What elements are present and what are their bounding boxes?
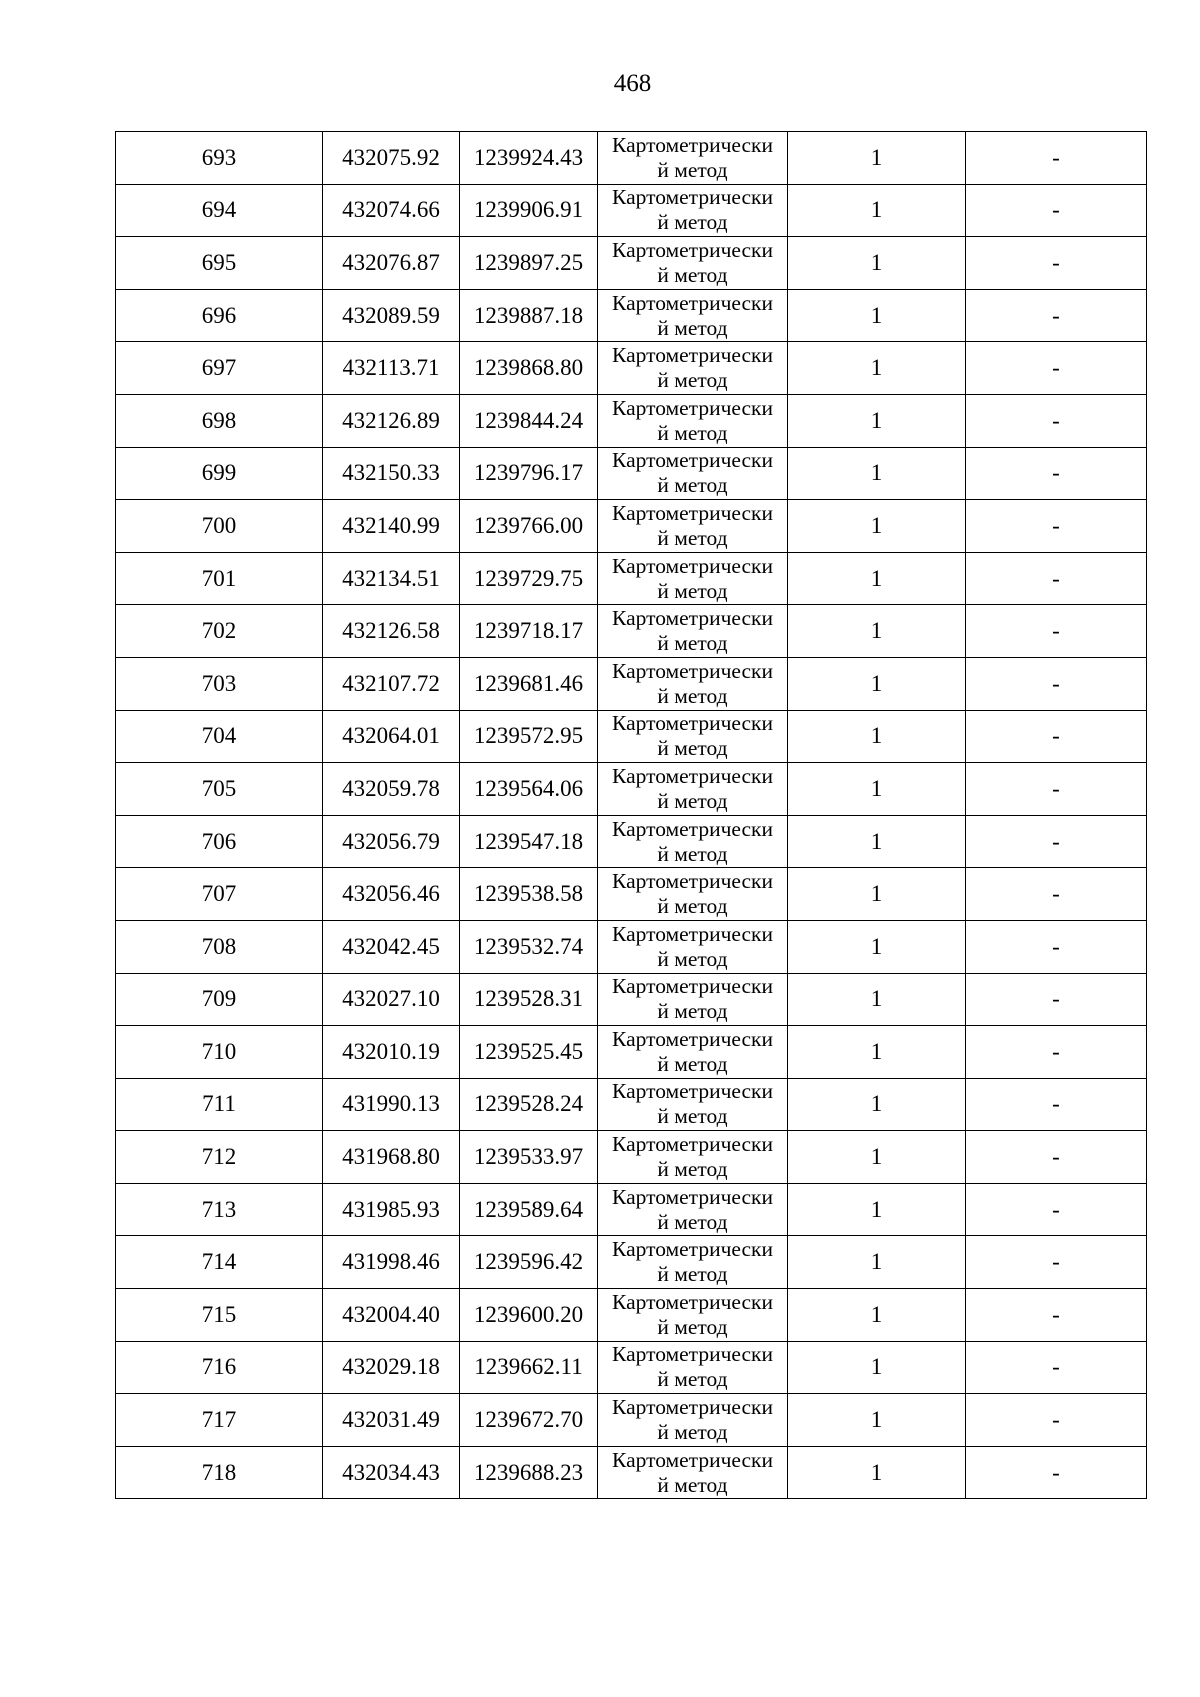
coordinates-table-body [116, 132, 1147, 1499]
method-cell [598, 973, 788, 1026]
note-cell: - [966, 1183, 1147, 1236]
coordinate-x-cell: 432027.10 [323, 973, 460, 1026]
method-line-2: й метод [657, 631, 728, 656]
page-number: 468 [613, 70, 652, 97]
coordinate-y-cell: 1239596.42 [460, 1236, 598, 1289]
method-line-1: Картометрически [612, 395, 773, 420]
note-cell: - [966, 289, 1147, 342]
method-line-1: Картометрически [612, 1447, 773, 1472]
table-row [116, 1236, 1147, 1289]
accuracy-cell: 1 [788, 447, 966, 500]
method-line-1: Картометрически [612, 237, 773, 262]
point-number-cell: 693 [116, 132, 323, 185]
method-cell [598, 394, 788, 447]
coordinate-y-cell: 1239672.70 [460, 1394, 598, 1447]
note-cell: - [966, 1289, 1147, 1342]
note-cell: - [966, 973, 1147, 1026]
accuracy-cell: 1 [788, 1341, 966, 1394]
accuracy-cell: 1 [788, 1183, 966, 1236]
coordinate-y-cell: 1239572.95 [460, 710, 598, 763]
method-line-2: й метод [657, 1209, 728, 1234]
coordinate-x-cell: 432042.45 [323, 920, 460, 973]
coordinate-y-cell: 1239897.25 [460, 237, 598, 290]
coordinate-x-cell: 432107.72 [323, 657, 460, 710]
method-line-2: й метод [657, 1367, 728, 1392]
table-row [116, 1078, 1147, 1131]
method-line-2: й метод [657, 420, 728, 445]
method-line-2: й метод [657, 894, 728, 919]
method-cell [598, 447, 788, 500]
accuracy-cell: 1 [788, 552, 966, 605]
method-line-2: й метод [657, 262, 728, 287]
method-line-2: й метод [657, 683, 728, 708]
coordinate-x-cell: 432113.71 [323, 342, 460, 395]
coordinate-y-cell: 1239589.64 [460, 1183, 598, 1236]
table-row [116, 342, 1147, 395]
coordinate-x-cell: 432029.18 [323, 1341, 460, 1394]
point-number-cell: 713 [116, 1183, 323, 1236]
table-row [116, 1446, 1147, 1499]
point-number-cell: 700 [116, 500, 323, 553]
note-cell: - [966, 710, 1147, 763]
table-row [116, 605, 1147, 658]
method-line-1: Картометрически [612, 763, 773, 788]
table-row [116, 289, 1147, 342]
method-line-2: й метод [657, 473, 728, 498]
method-line-1: Картометрически [612, 921, 773, 946]
method-cell [598, 342, 788, 395]
point-number-cell: 714 [116, 1236, 323, 1289]
table-row [116, 500, 1147, 553]
method-line-2: й метод [657, 1051, 728, 1076]
note-cell: - [966, 552, 1147, 605]
method-line-1: Картометрически [612, 869, 773, 894]
point-number-cell: 712 [116, 1131, 323, 1184]
method-cell [598, 132, 788, 185]
table-row [116, 237, 1147, 290]
method-line-2: й метод [657, 736, 728, 761]
coordinate-x-cell: 432126.58 [323, 605, 460, 658]
point-number-cell: 711 [116, 1078, 323, 1131]
method-cell [598, 920, 788, 973]
accuracy-cell: 1 [788, 920, 966, 973]
method-line-2: й метод [657, 1314, 728, 1339]
coordinate-y-cell: 1239564.06 [460, 763, 598, 816]
method-cell [598, 1183, 788, 1236]
point-number-cell: 710 [116, 1026, 323, 1079]
method-line-1: Картометрически [612, 553, 773, 578]
note-cell: - [966, 868, 1147, 921]
coordinate-y-cell: 1239718.17 [460, 605, 598, 658]
coordinate-y-cell: 1239528.24 [460, 1078, 598, 1131]
method-line-1: Картометрически [612, 1079, 773, 1104]
coordinate-y-cell: 1239681.46 [460, 657, 598, 710]
method-line-1: Картометрически [612, 1395, 773, 1420]
method-line-1: Картометрически [612, 500, 773, 525]
method-line-2: й метод [657, 210, 728, 235]
coordinate-y-cell: 1239924.43 [460, 132, 598, 185]
method-line-1: Картометрически [612, 290, 773, 315]
coordinate-x-cell: 432126.89 [323, 394, 460, 447]
coordinate-x-cell: 431990.13 [323, 1078, 460, 1131]
method-cell [598, 1236, 788, 1289]
coordinate-y-cell: 1239532.74 [460, 920, 598, 973]
point-number-cell: 706 [116, 815, 323, 868]
point-number-cell: 704 [116, 710, 323, 763]
note-cell: - [966, 763, 1147, 816]
note-cell: - [966, 500, 1147, 553]
point-number-cell: 715 [116, 1289, 323, 1342]
coordinates-table [115, 131, 1147, 1499]
method-cell [598, 500, 788, 553]
table-row [116, 1289, 1147, 1342]
method-line-2: й метод [657, 1472, 728, 1497]
method-cell [598, 1026, 788, 1079]
point-number-cell: 707 [116, 868, 323, 921]
coordinate-y-cell: 1239844.24 [460, 394, 598, 447]
coordinate-y-cell: 1239533.97 [460, 1131, 598, 1184]
note-cell: - [966, 1026, 1147, 1079]
accuracy-cell: 1 [788, 342, 966, 395]
method-line-1: Картометрически [612, 606, 773, 631]
note-cell: - [966, 1131, 1147, 1184]
note-cell: - [966, 447, 1147, 500]
method-cell [598, 1078, 788, 1131]
coordinate-y-cell: 1239906.91 [460, 184, 598, 237]
coordinate-y-cell: 1239766.00 [460, 500, 598, 553]
coordinate-x-cell: 431985.93 [323, 1183, 460, 1236]
note-cell: - [966, 1446, 1147, 1499]
note-cell: - [966, 394, 1147, 447]
method-line-1: Картометрически [612, 185, 773, 210]
table-row [116, 1341, 1147, 1394]
note-cell: - [966, 342, 1147, 395]
point-number-cell: 708 [116, 920, 323, 973]
point-number-cell: 709 [116, 973, 323, 1026]
point-number-cell: 703 [116, 657, 323, 710]
coordinate-x-cell: 432004.40 [323, 1289, 460, 1342]
method-line-1: Картометрически [612, 658, 773, 683]
note-cell: - [966, 1236, 1147, 1289]
method-cell [598, 657, 788, 710]
note-cell: - [966, 605, 1147, 658]
method-line-2: й метод [657, 946, 728, 971]
method-line-1: Картометрически [612, 1289, 773, 1314]
coordinate-y-cell: 1239600.20 [460, 1289, 598, 1342]
point-number-cell: 699 [116, 447, 323, 500]
coordinate-x-cell: 432034.43 [323, 1446, 460, 1499]
table-row [116, 763, 1147, 816]
table-row [116, 920, 1147, 973]
accuracy-cell: 1 [788, 868, 966, 921]
accuracy-cell: 1 [788, 184, 966, 237]
coordinate-x-cell: 432150.33 [323, 447, 460, 500]
coordinate-x-cell: 432064.01 [323, 710, 460, 763]
accuracy-cell: 1 [788, 1131, 966, 1184]
method-cell [598, 815, 788, 868]
table-row [116, 447, 1147, 500]
coordinate-x-cell: 432056.79 [323, 815, 460, 868]
table-row [116, 394, 1147, 447]
coordinate-x-cell: 432056.46 [323, 868, 460, 921]
accuracy-cell: 1 [788, 1026, 966, 1079]
coordinate-y-cell: 1239662.11 [460, 1341, 598, 1394]
point-number-cell: 695 [116, 237, 323, 290]
method-cell [598, 237, 788, 290]
point-number-cell: 698 [116, 394, 323, 447]
method-line-2: й метод [657, 1262, 728, 1287]
method-line-2: й метод [657, 1420, 728, 1445]
method-cell [598, 289, 788, 342]
table-row [116, 657, 1147, 710]
method-cell [598, 605, 788, 658]
method-line-2: й метод [657, 788, 728, 813]
note-cell: - [966, 184, 1147, 237]
table-row [116, 1026, 1147, 1079]
method-cell [598, 763, 788, 816]
method-line-2: й метод [657, 1157, 728, 1182]
point-number-cell: 696 [116, 289, 323, 342]
accuracy-cell: 1 [788, 500, 966, 553]
coordinate-x-cell: 432076.87 [323, 237, 460, 290]
accuracy-cell: 1 [788, 973, 966, 1026]
accuracy-cell: 1 [788, 394, 966, 447]
accuracy-cell: 1 [788, 815, 966, 868]
method-line-2: й метод [657, 157, 728, 182]
method-line-2: й метод [657, 999, 728, 1024]
table-row [116, 184, 1147, 237]
coordinate-y-cell: 1239887.18 [460, 289, 598, 342]
accuracy-cell: 1 [788, 605, 966, 658]
accuracy-cell: 1 [788, 289, 966, 342]
coordinate-y-cell: 1239528.31 [460, 973, 598, 1026]
point-number-cell: 718 [116, 1446, 323, 1499]
method-line-1: Картометрически [612, 1184, 773, 1209]
table-row [116, 1394, 1147, 1447]
table-row [116, 710, 1147, 763]
method-line-1: Картометрически [612, 132, 773, 157]
accuracy-cell: 1 [788, 710, 966, 763]
accuracy-cell: 1 [788, 1236, 966, 1289]
table-row [116, 973, 1147, 1026]
table-row [116, 132, 1147, 185]
accuracy-cell: 1 [788, 1078, 966, 1131]
note-cell: - [966, 1078, 1147, 1131]
table-row [116, 1131, 1147, 1184]
coordinate-y-cell: 1239688.23 [460, 1446, 598, 1499]
method-line-2: й метод [657, 525, 728, 550]
coordinate-x-cell: 432074.66 [323, 184, 460, 237]
method-line-1: Картометрически [612, 816, 773, 841]
method-cell [598, 184, 788, 237]
accuracy-cell: 1 [788, 1394, 966, 1447]
note-cell: - [966, 237, 1147, 290]
method-line-1: Картометрически [612, 1132, 773, 1157]
note-cell: - [966, 132, 1147, 185]
accuracy-cell: 1 [788, 1446, 966, 1499]
point-number-cell: 694 [116, 184, 323, 237]
note-cell: - [966, 657, 1147, 710]
method-cell [598, 1394, 788, 1447]
method-line-2: й метод [657, 368, 728, 393]
method-line-1: Картометрически [612, 1237, 773, 1262]
accuracy-cell: 1 [788, 237, 966, 290]
coordinate-y-cell: 1239868.80 [460, 342, 598, 395]
method-line-2: й метод [657, 1104, 728, 1129]
accuracy-cell: 1 [788, 132, 966, 185]
coordinate-x-cell: 432010.19 [323, 1026, 460, 1079]
method-cell [598, 1446, 788, 1499]
coordinate-x-cell: 432134.51 [323, 552, 460, 605]
method-cell [598, 710, 788, 763]
coordinate-y-cell: 1239796.17 [460, 447, 598, 500]
coordinate-x-cell: 432140.99 [323, 500, 460, 553]
coordinate-x-cell: 431998.46 [323, 1236, 460, 1289]
method-line-1: Картометрически [612, 974, 773, 999]
coordinate-x-cell: 432059.78 [323, 763, 460, 816]
point-number-cell: 716 [116, 1341, 323, 1394]
note-cell: - [966, 1394, 1147, 1447]
coordinate-x-cell: 432075.92 [323, 132, 460, 185]
table-row [116, 868, 1147, 921]
accuracy-cell: 1 [788, 763, 966, 816]
coordinate-y-cell: 1239729.75 [460, 552, 598, 605]
method-line-2: й метод [657, 841, 728, 866]
method-line-2: й метод [657, 578, 728, 603]
note-cell: - [966, 1341, 1147, 1394]
point-number-cell: 701 [116, 552, 323, 605]
note-cell: - [966, 815, 1147, 868]
note-cell: - [966, 920, 1147, 973]
coordinate-y-cell: 1239547.18 [460, 815, 598, 868]
coordinate-x-cell: 432089.59 [323, 289, 460, 342]
method-line-2: й метод [657, 315, 728, 340]
accuracy-cell: 1 [788, 1289, 966, 1342]
method-cell [598, 1131, 788, 1184]
table-row [116, 1183, 1147, 1236]
method-line-1: Картометрически [612, 1342, 773, 1367]
coordinate-x-cell: 432031.49 [323, 1394, 460, 1447]
accuracy-cell: 1 [788, 657, 966, 710]
point-number-cell: 702 [116, 605, 323, 658]
table-row [116, 552, 1147, 605]
method-line-1: Картометрически [612, 711, 773, 736]
coordinate-y-cell: 1239525.45 [460, 1026, 598, 1079]
point-number-cell: 717 [116, 1394, 323, 1447]
coordinate-x-cell: 431968.80 [323, 1131, 460, 1184]
method-cell [598, 1289, 788, 1342]
method-cell [598, 1341, 788, 1394]
method-cell [598, 868, 788, 921]
point-number-cell: 705 [116, 763, 323, 816]
coordinate-y-cell: 1239538.58 [460, 868, 598, 921]
method-line-1: Картометрически [612, 343, 773, 368]
table-row [116, 815, 1147, 868]
method-cell [598, 552, 788, 605]
method-line-1: Картометрически [612, 448, 773, 473]
method-line-1: Картометрически [612, 1026, 773, 1051]
point-number-cell: 697 [116, 342, 323, 395]
